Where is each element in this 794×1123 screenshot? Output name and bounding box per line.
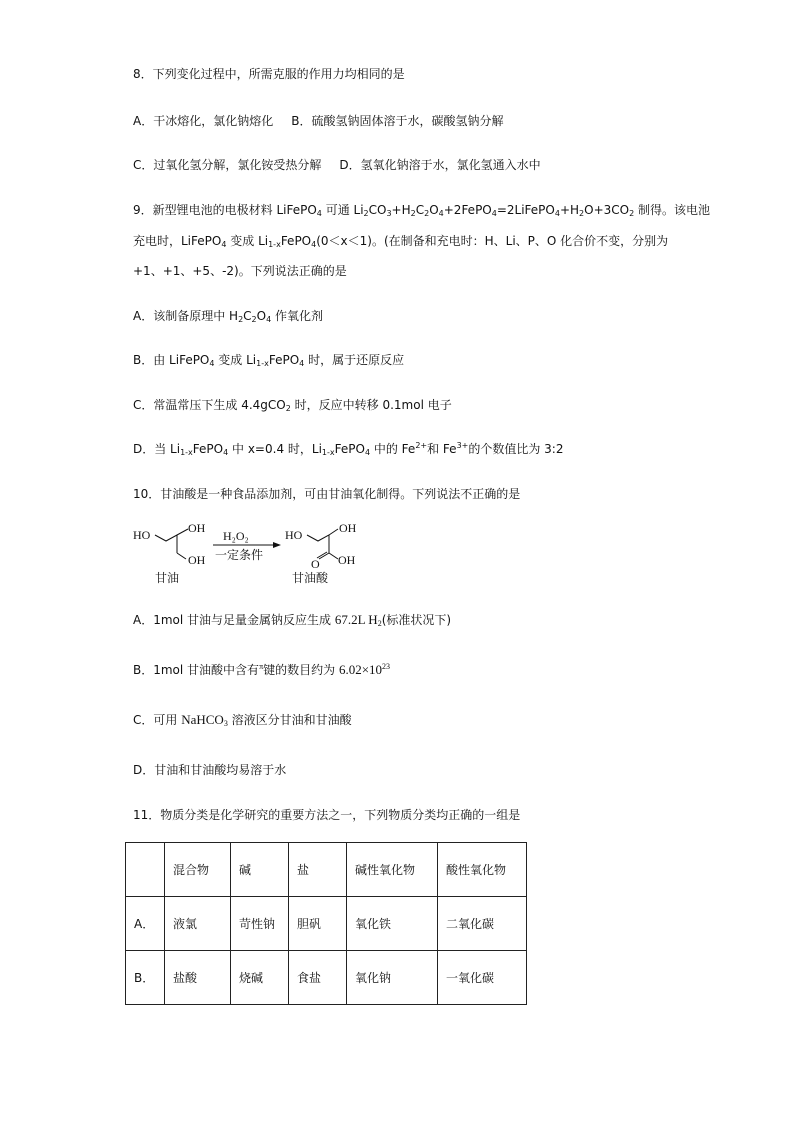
table-cell: 液氯: [165, 897, 231, 951]
table-header-row: [126, 843, 527, 897]
svg-text:HO: HO: [285, 528, 303, 542]
q10-option-d: D．甘油和甘油酸均易溶于水: [133, 763, 287, 777]
q8-options-ab: [133, 113, 503, 129]
q9-stem-line1: 9．新型锂电池的电极材料 LiFePO$_4$ 可通 $Li_2CO_3+H_2C_2O_4+2FePO_4=2LiFePO_4+H_2O+3CO_2$ 制得。该电池: [133, 203, 711, 218]
q9-stem-line3: +1、+1、+5、-2)。下列说法正确的是: [133, 264, 347, 278]
table-header-cell: [126, 843, 165, 897]
table-header-cell: 碱性氧化物: [347, 843, 438, 897]
table-row: [126, 897, 527, 951]
q8-option-c: C．过氧化氢分解，氯化铵受热分解: [133, 158, 322, 172]
q8-stem: 8．下列变化过程中，所需克服的作用力均相同的是: [133, 67, 405, 81]
table-cell: 胆矾: [289, 897, 347, 951]
table-cell: 盐酸: [165, 951, 231, 1005]
table-cell: 一氧化碳: [438, 951, 527, 1005]
table-header-cell: 碱: [231, 843, 289, 897]
table-cell: 食盐: [289, 951, 347, 1005]
q9-option-c: C．常温常压下生成 4.4gCO$_2$ 时，反应中转移 0.1mol 电子: [133, 398, 452, 413]
glycerol-oxidation-scheme: [133, 520, 363, 588]
q8-option-d: D．氢氧化钠溶于水，氯化氢通入水中: [339, 158, 541, 172]
table-header-cell: 盐: [289, 843, 347, 897]
q11-stem: 11．物质分类是化学研究的重要方法之一，下列物质分类均正确的一组是: [133, 808, 521, 822]
table-cell: 二氧化碳: [438, 897, 527, 951]
svg-text:O: O: [311, 557, 320, 571]
q9-stem-line2: 充电时，LiFePO$_4$ 变成 $Li_{1-x}FePO_4(0<x<1)$。(在制备和充电时：H、Li、P、O 化合价不变，分别为: [133, 234, 669, 249]
q9-option-b: B．由 LiFePO$_4$ 变成 $Li_{1-x}FePO_4$ 时，属于还原反应: [133, 353, 405, 368]
q10-option-a: A．1mol 甘油与足量金属钠反应生成 67.2L $H_2$(标准状况下): [133, 612, 452, 628]
q10-stem: 10．甘油酸是一种食品添加剂，可由甘油氧化制得。下列说法不正确的是: [133, 487, 521, 501]
glycerol-structure: [133, 521, 206, 585]
svg-text:OH: OH: [188, 521, 206, 535]
q8-options-cd: [133, 157, 541, 173]
table-header-cell: 混合物: [165, 843, 231, 897]
q10-option-c: C．可用 NaHCO$_3$ 溶液区分甘油和甘油酸: [133, 712, 352, 728]
classification-table: [125, 842, 527, 1005]
table-cell: 氧化钠: [347, 951, 438, 1005]
q9-option-a: A．该制备原理中 $H_2C_2O_4$ 作氧化剂: [133, 309, 324, 324]
svg-text:OH: OH: [339, 521, 357, 535]
condition-label: 一定条件: [215, 548, 264, 562]
q9-option-d: D．当 $Li_{1-x}FePO_4$ 中 x=0.4 时，$Li_{1-x}FePO_4$ 中的 $Fe^{2+}$和 $Fe^{3+}$的个数值比为 3:2: [133, 441, 564, 457]
table-cell: 烧碱: [231, 951, 289, 1005]
table-cell: B．: [126, 951, 165, 1005]
glycerol-label: 甘油: [155, 571, 180, 585]
reaction-arrow: [213, 529, 281, 562]
svg-text:HO: HO: [133, 528, 151, 542]
table-cell: A．: [126, 897, 165, 951]
table-cell: 氧化铁: [347, 897, 438, 951]
table-header-cell: 酸性氧化物: [438, 843, 527, 897]
q10-option-b: B．1mol 甘油酸中含有$^\pi$键的数目约为 $6.02\times 10^{23}$: [133, 662, 391, 677]
table-row: [126, 951, 527, 1005]
glyceric-acid-label: 甘油酸: [292, 571, 329, 585]
svg-text:OH: OH: [338, 553, 356, 567]
glyceric-acid-structure: [285, 521, 357, 585]
q8-option-a: A．干冰熔化，氯化钠熔化: [133, 114, 274, 128]
table-cell: 苛性钠: [231, 897, 289, 951]
reagent-label: H₂O₂: [223, 529, 249, 543]
q8-option-b: B．硫酸氢钠固体溶于水，碳酸氢钠分解: [291, 114, 504, 128]
svg-text:OH: OH: [188, 553, 206, 567]
